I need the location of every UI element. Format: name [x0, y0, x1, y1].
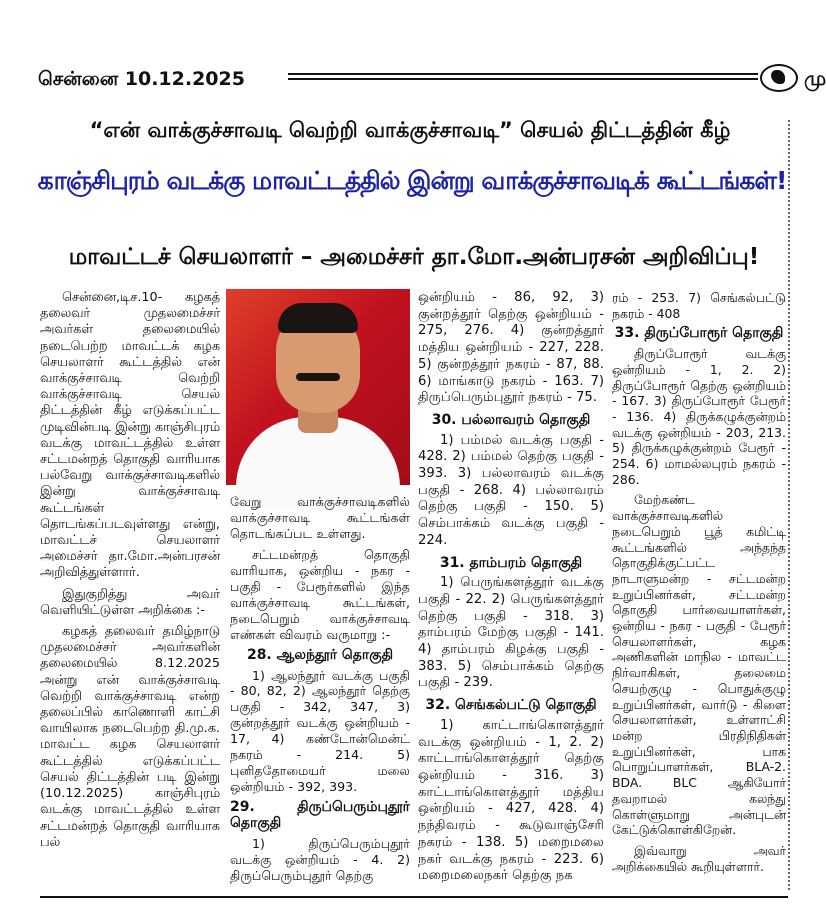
- paragraph: மேற்கண்ட வாக்குச்சாவடிகளில் நடைபெறும் பூத் கமிட்டி கூட்டங்களில் அந்தந்த தொகுதிக்குட்பட்ட நாடாளுமன்ற - சட்டமன்ற உறுப்பினர்கள், சட்டமன்ற தொகுதி பார்வையாளர்கள், ஒன்றிய - நகர - பகுதி - பேரூர் செயலாளர்கள், கழக அணிகளின் மாநில - மாவட்ட நிர்வாகிகள், தலைமை செயற்குழு - பொதுக்குழு உறுப்பினர்கள், வார்டு - கிளை செயலாளர்கள், உள்ளாட்சி மன்ற பிரதிநிதிகள் உறுப்பினர்கள், பாக பொறுப்பாளர்கள், BLA-2. BDA. BLC ஆகியோர் தவறாமல் கலந்து கொள்ளுமாறு அன்புடன் கேட்டுக்கொள்கிறேன்.: [612, 492, 786, 838]
- page-header: [38, 64, 826, 98]
- paragraph: 1) காட்டாங்கொளத்தூர் வடக்கு ஒன்றியம் - 1, 2. 2) காட்டாங்கொளத்தூர் தெற்கு ஒன்றியம் - 316. 3) காட்டாங்கொளத்தூர் மத்திய ஒன்றியம் - 427, 428. 4) நந்திவரம் - கூடுவாஞ்சேரி நகரம் - 138. 5) மறைமலை நகர் வடக்கு நகரம் - 223. 6) மறைமலைநகர் தெற்கு நக: [418, 717, 604, 884]
- subhead: மாவட்டச் செயலாளர் – அமைச்சர் தா.மோ.அன்பரசன் அறிவிப்பு!: [68, 244, 760, 270]
- paragraph: திருப்போரூர் வடக்கு ஒன்றியம் - 1, 2. 2) திருப்போரூர் தெற்கு ஒன்றியம் - 167. 3) திருப்போரூர் பேரூர் - 136. 4) திருக்கழுக்குன்றம் வடக்கு ஒன்றியம் - 203, 213. 5) திருக்கழுக்குன்றம் பேரூர் - 254. 6) மாமல்லபுரம் நகரம் - 286.: [612, 346, 786, 487]
- paragraph: சட்டமன்றத் தொகுதி வாரியாக, ஒன்றிய - நகர - பகுதி - பேரூர்களில் இந்த வாக்குச்சாவடி கூட்டங்கள், நடைபெறும் வாக்குச்சாவடி எண்கள் விவரம் வருமாறு :-: [230, 546, 410, 642]
- masthead-fragment: மு: [804, 66, 826, 90]
- paragraph: 1) ஆலந்தூர் வடக்கு பகுதி - 80, 82, 2) ஆலந்தூர் தெற்கு பகுதி - 342, 347, 3) குன்றத்தூர் வடக்கு ஒன்றியம் - 17, 4) கண்டோன்மென்ட் நகரம் - 214. 5) புனிததோமையர் மலை ஒன்றியம் - 392, 393.: [230, 667, 410, 795]
- section-heading: 29. திருப்பெரும்புதூர் தொகுதி: [230, 799, 410, 832]
- paragraph: 1) பெருங்களத்தூர் வடக்கு பகுதி - 22. 2) பெருங்களத்தூர் தெற்கு பகுதி - 318. 3) தாம்பரம் மேற்கு பகுதி - 141. 4) தாம்பரம் கிழக்கு பகுதி - 383. 5) செம்பாக்கம் தெற்கு பகுதி - 239.: [418, 575, 604, 691]
- dateline: சென்னை 10.12.2025: [38, 68, 245, 90]
- section-heading: 33. திருப்போரூர் தொகுதி: [614, 325, 784, 342]
- paragraph: கழகத் தலைவர் தமிழ்நாடு முதலமைச்சர் அவர்களின் தலைமையில் 8.12.2025 அன்று என் வாக்குச்சாவடி வெற்றி வாக்குச்சாவடி என்ற தலைப்பில் காணொளி காட்சி வாயிலாக நடைபெற்ற தி.மு.க. மாவட்ட கழக செயலாளர் கூட்டத்தில் எடுக்கப்பட்ட செயல் திட்டத்தின் படி இன்று (10.12.2025) காஞ்சிபுரம் வடக்கு மாவட்டத்தில் உள்ள சட்டமன்றத் தொகுதி வாரியாக பல்: [40, 624, 220, 850]
- column-2: [230, 494, 410, 889]
- section-heading: 31. தாம்பரம் தொகுதி: [439, 554, 583, 571]
- section-heading: 32. செங்கல்பட்டு தொகுதி: [425, 697, 597, 714]
- headline: காஞ்சிபுரம் வடக்கு மாவட்டத்தில் இன்று வாக்குச்சாவடிக் கூட்டங்கள்!: [37, 166, 787, 195]
- hair-shape: [278, 303, 358, 333]
- section-heading: 28. ஆலந்தூர் தொகுதி: [246, 646, 394, 663]
- column-1: [40, 290, 220, 856]
- section-heading: 30. பல்லாவரம் தொகுதி: [431, 411, 591, 428]
- bottom-rule: [40, 896, 788, 898]
- paragraph: இவ்வாறு அவர் அறிக்கையில் கூறியுள்ளார்.: [612, 842, 786, 874]
- paragraph: 1) பம்மல் வடக்கு பகுதி - 428. 2) பம்மல் தெற்கு பகுதி - 393. 3) பல்லாவரம் வடக்கு பகுதி - 268. 4) பல்லாவரம் தெற்கு பகுதி - 150. 5) செம்பாக்கம் வடக்கு பகுதி - 224.: [418, 432, 604, 548]
- mustache-shape: [296, 373, 340, 381]
- header-rule: [288, 73, 758, 80]
- column-4: [612, 290, 786, 879]
- kicker: “என் வாக்குச்சாவடி வெற்றி வாக்குச்சாவடி” செயல் திட்டத்தின் கீழ்: [89, 118, 731, 142]
- column-divider: [788, 120, 790, 890]
- paragraph: 1) திருப்பெரும்புதூர் வடக்கு ஒன்றியம் - 4. 2) திருப்பெரும்புதூர் தெற்கு: [230, 836, 410, 883]
- emblem-icon: [760, 64, 798, 92]
- column-3: [418, 290, 604, 890]
- paragraph: வேறு வாக்குச்சாவடிகளில் வாக்குச்சாவடி கூட்டங்கள் தொடங்கப்பட உள்ளது.: [230, 494, 410, 541]
- paragraph: இதுகுறித்து அவர் வெளியிட்டுள்ள அறிக்கை :-: [40, 586, 220, 618]
- portrait-photo: [226, 289, 410, 485]
- paragraph: சென்னை,டிச.10- கழகத் தலைவர் முதலமைச்சர் அவர்கள் தலைமையில் நடைபெற்ற மாவட்டக் கழக செயலாளர் கூட்டத்தில் என் வாக்குச்சாவடி வெற்றி வாக்குச்சாவடி செயல் திட்டத்தின் கீழ் எடுக்கப்பட்ட முடிவின்படி இன்று காஞ்சிபுரம் வடக்கு மாவட்டத்தில் உள்ள சட்டமன்றத் தொகுதி வாரியாக பல்வேறு வாக்குச்சாவடிகளில் இன்று வாக்குச்சாவடி கூட்டங்கள் தொடங்கப்படவுள்ளது என்று, மாவட்டச் செயலாளர் அமைச்சர் தா.மோ.அன்பரசன் அறிவித்துள்ளார்.: [40, 290, 220, 581]
- paragraph: ஒன்றியம் - 86, 92, 3) குன்றத்தூர் தெற்கு ஒன்றியம் - 275, 276. 4) குன்றத்தூர் மத்திய ஒன்றியம் - 227, 228. 5) குன்றத்தூர் நகரம் - 87, 88. 6) மாங்காடு நகரம் - 163. 7) திருப்பெரும்புதூர் நகரம் - 75.: [418, 290, 604, 406]
- paragraph: ரம் - 253. 7) செங்கல்பட்டு நகரம் - 408: [612, 290, 786, 321]
